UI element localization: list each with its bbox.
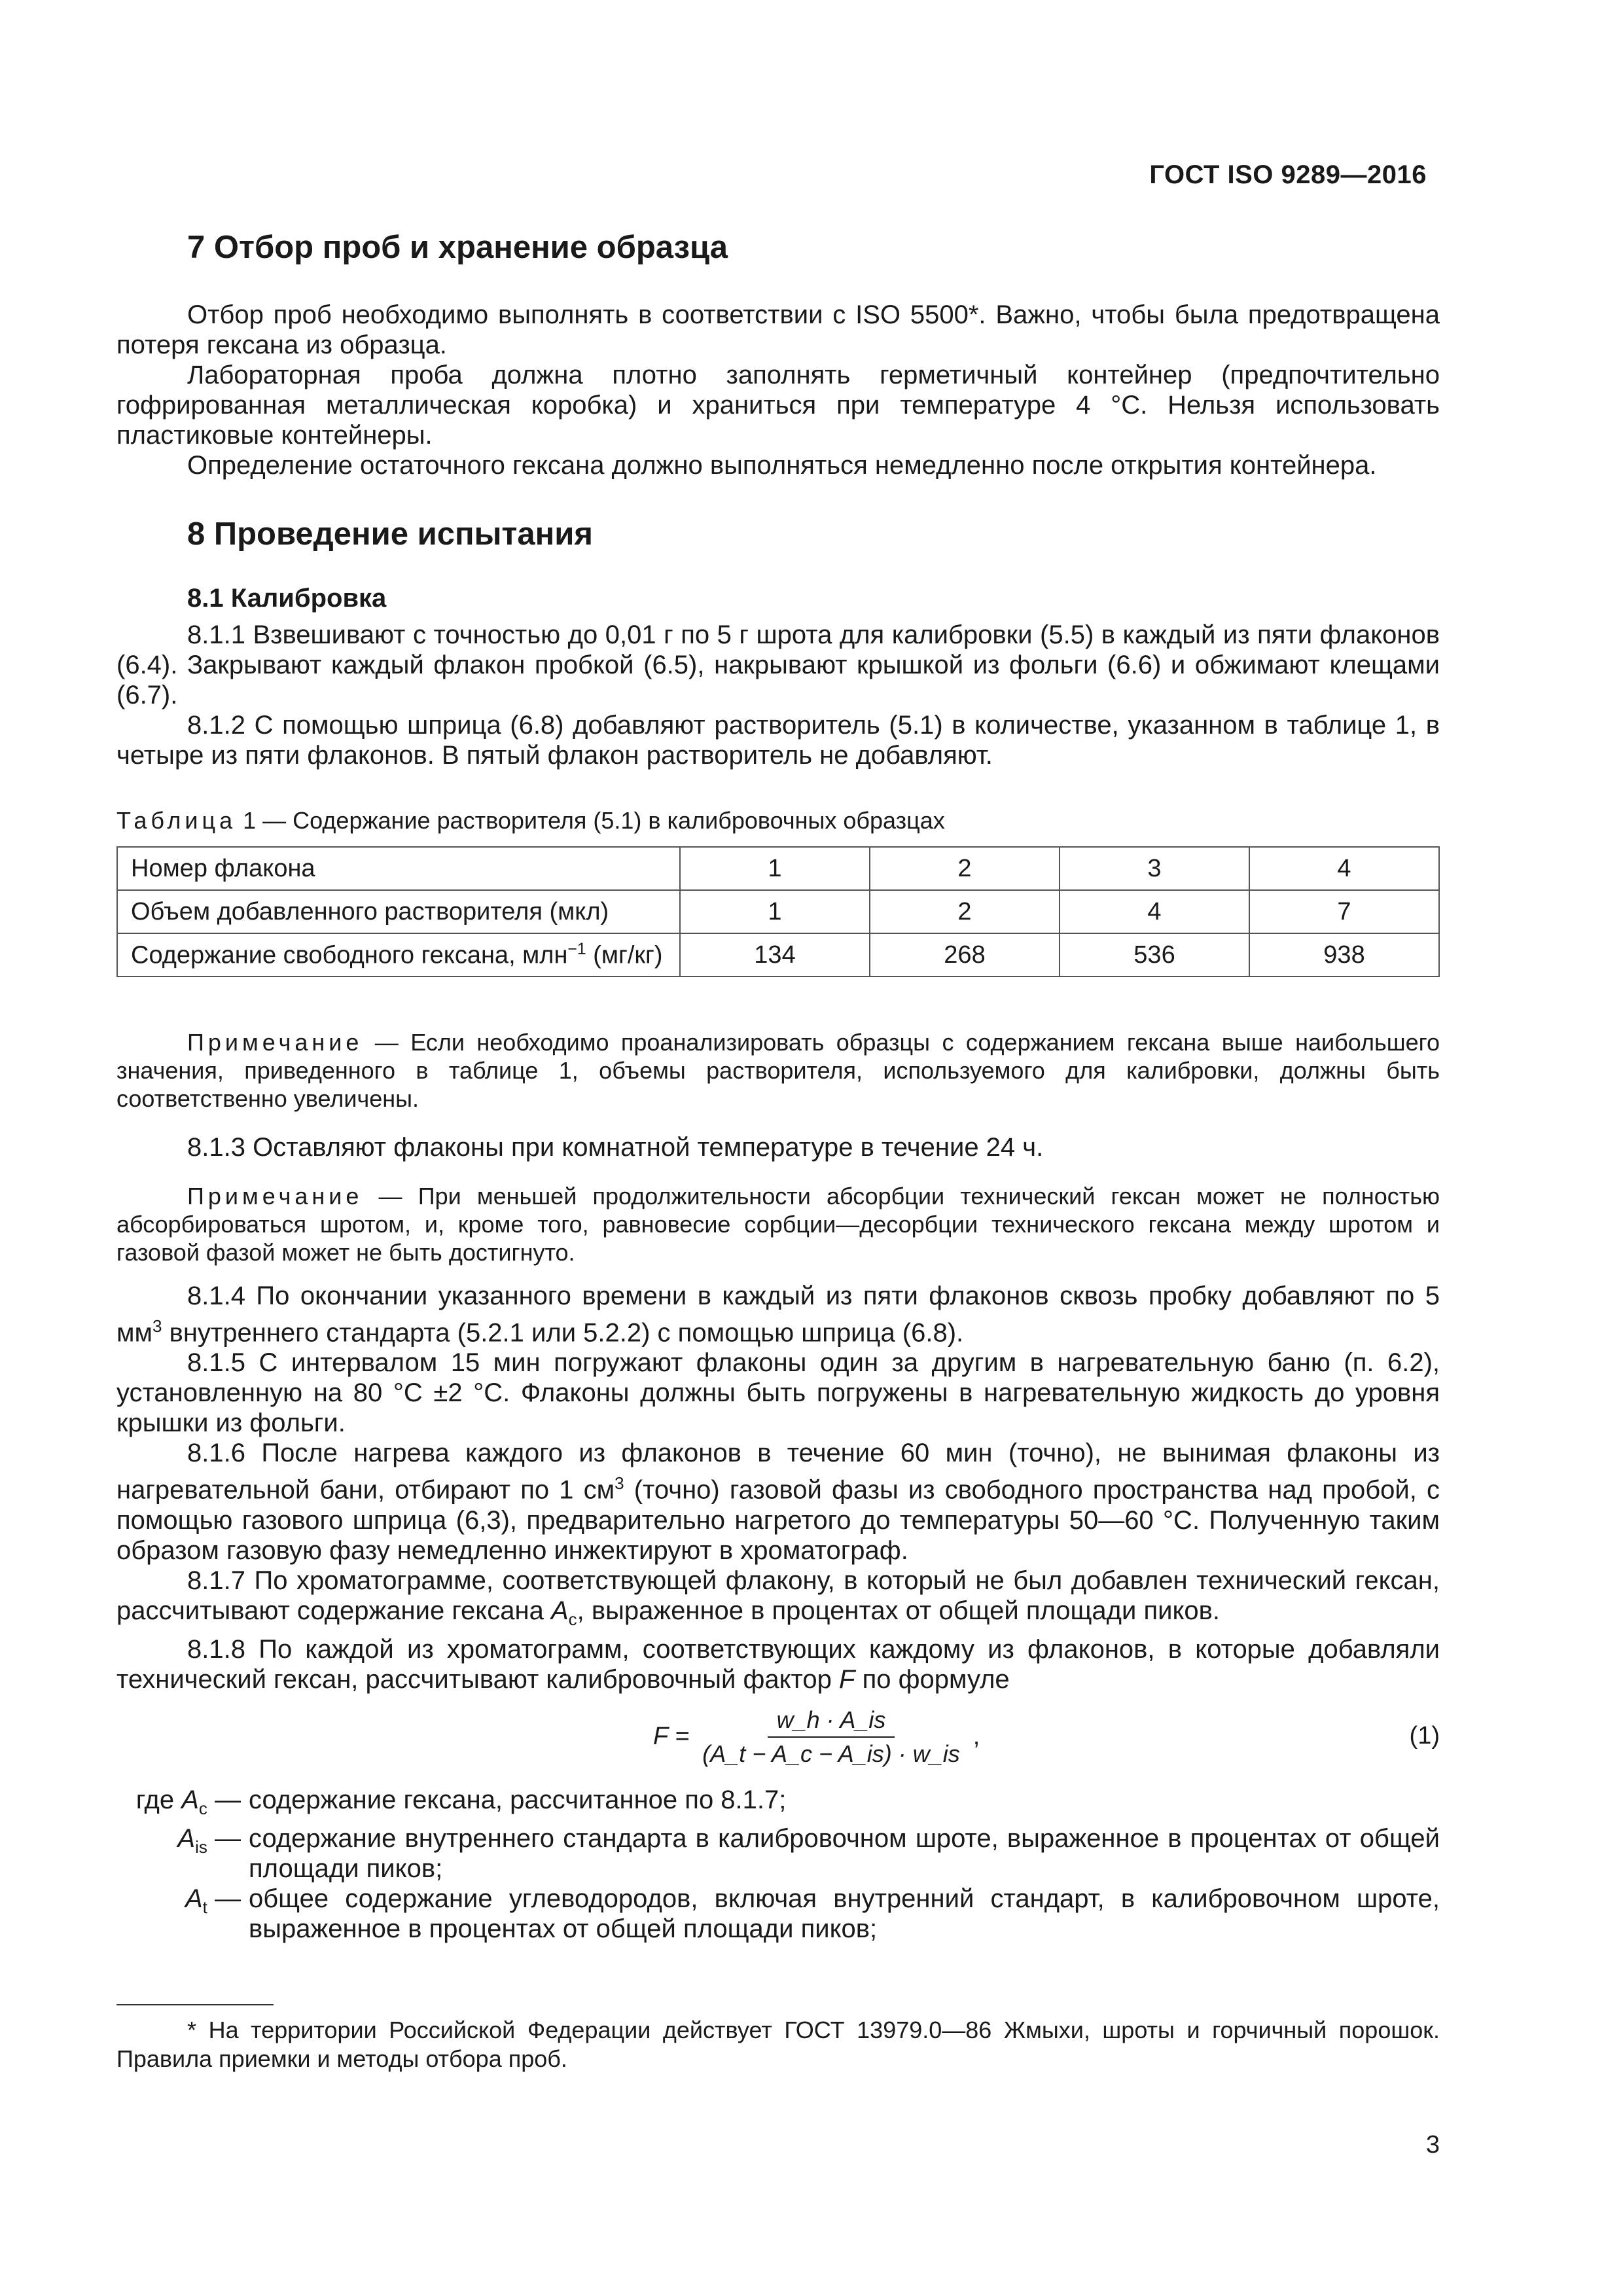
definition-text: содержание внутреннего стандарта в калибровочном шроте, выраженное в процентах от общей площади пиков;	[249, 1823, 1440, 1883]
paragraph-8-1-7	[116, 1566, 1440, 1634]
note-1	[116, 1028, 1440, 1113]
paragraph-8-1-6	[116, 1438, 1440, 1565]
definition-text: общее содержание углеводородов, включая внутренний стандарт, в калибровочном шроте, выраженное в процентах от общей площади пиков;	[249, 1884, 1440, 1943]
row-label-unit: (мг/кг)	[586, 941, 663, 969]
definition-prefix: где	[135, 1785, 182, 1814]
definition-item	[116, 1785, 1440, 1823]
para-text: по формуле	[855, 1664, 1010, 1694]
table-cell: 4	[1060, 890, 1249, 933]
symbol: A	[550, 1596, 569, 1625]
paragraph-8-1-1: 8.1.1 Взвешивают с точностью до 0,01 г по 5 г шрота для калибровки (5.5) в каждый из пяти флаконов (6.4). Закрывают каждый флакон пробкой (6.5), накрывают крышкой из фольги (6.6) и обжимают клещами (6.7).	[116, 620, 1440, 709]
table-cell: 3	[1060, 847, 1249, 890]
definition-symbol: где $A_c$ —	[135, 1785, 241, 1818]
formula-denominator: (A_t − A_c − A_is) · w_is	[702, 1740, 960, 1767]
table-1-caption	[116, 807, 1440, 834]
table-1	[116, 846, 1440, 977]
table-caption-text: 1 — Содержание растворителя (5.1) в калибровочных образцах	[236, 807, 945, 834]
section-8-title: 8 Проведение испытания	[187, 516, 593, 552]
table-row	[117, 933, 1439, 977]
table-cell: 1	[680, 890, 870, 933]
equation-number: (1)	[1409, 1721, 1440, 1749]
table-row-label	[117, 933, 680, 977]
para-text: внутреннего стандарта (5.2.1 или 5.2.2) с помощью шприца (6.8).	[162, 1318, 964, 1348]
paragraph-8-1-8	[116, 1634, 1440, 1695]
definition-text: содержание гексана, рассчитанное по 8.1.7;	[249, 1785, 787, 1814]
para-text: , выраженное в процентах от общей площади пиков.	[577, 1596, 1221, 1625]
paragraph-8-1-3: 8.1.3 Оставляют флаконы при комнатной температуре в течение 24 ч.	[187, 1133, 1044, 1162]
formula-fraction	[693, 1706, 969, 1768]
note-1-text: — Если необходимо проанализировать образцы с содержанием гексана выше наибольшего значения, приведенного в таблице 1, объемы растворителя, используемого для калибровки, должны быть соответственно увеличены.	[116, 1029, 1440, 1112]
footnote-divider	[116, 2004, 274, 2005]
table-row	[117, 847, 1439, 890]
table-row-label: Объем добавленного растворителя (мкл)	[117, 890, 680, 933]
definition-symbol: $A_t$ —	[185, 1884, 241, 1917]
paragraph-8-1-5: 8.1.5 С интервалом 15 мин погружают флаконы один за другим в нагревательную баню (п. 6.2), установленную на 80 °С ±2 °С. Флаконы должны быть погружены в нагревательную жидкость до уровня крышки из фольги.	[116, 1348, 1440, 1438]
table-cell: 134	[680, 933, 870, 977]
superscript: 3	[152, 1316, 162, 1336]
para-text: (точно) газовой фазы из свободного пространства над пробой, с помощью газового шприца (6,3), предварительно нагретого до температуры 50—60 °С. Полученную таким образом газовую фазу немедленно инжектируют в хроматограф.	[116, 1475, 1440, 1565]
note-label: Примечание	[187, 1183, 363, 1210]
definition-item	[116, 1884, 1440, 1944]
paragraph-8-1-4	[116, 1281, 1440, 1348]
para-text: 8.1.4 По окончании указанного времени в каждый из пяти флаконов сквозь пробку добавляют по 5 мм	[116, 1282, 1440, 1348]
formula-1	[116, 1706, 1440, 1778]
symbol: A	[185, 1884, 203, 1913]
section-7-paragraph-2: Лабораторная проба должна плотно заполнять герметичный контейнер (предпочтительно гофрированная металлическая коробка) и храниться при температуре 4 °С. Нельзя использовать пластиковые контейнеры.	[116, 361, 1440, 450]
table-cell: 2	[870, 890, 1060, 933]
symbol: F	[839, 1664, 855, 1694]
note-2	[116, 1182, 1440, 1266]
table-cell: 7	[1249, 890, 1439, 933]
document-header: ГОСТ ISO 9289—2016	[1149, 160, 1427, 189]
table-row	[117, 890, 1439, 933]
para-text: 8.1.8 По каждой из хроматограмм, соответствующих каждому из флаконов, в которые добавляли технический гексан, рассчитывают калибровочный фактор	[116, 1634, 1440, 1694]
section-7-paragraph-3: Определение остаточного гексана должно выполняться немедленно после открытия контейнера.	[187, 451, 1377, 480]
definitions-list	[116, 1785, 1440, 1944]
symbol: A	[181, 1785, 199, 1814]
superscript: 3	[615, 1473, 624, 1494]
formula-expression: F = $\frac{w\_h \cdot A\_is}{(A\_t - A\_c - A\_is) \cdot w\_is}$ ,	[653, 1706, 980, 1767]
subsection-8-1-title: 8.1 Калибровка	[187, 584, 387, 613]
table-cell: 536	[1060, 933, 1249, 977]
table-caption-prefix: Таблица	[116, 807, 237, 834]
subscript: is	[195, 1837, 207, 1857]
para-text: 8.1.7 По хроматограмме, соответствующей флакону, в который не был добавлен технический гексан, рассчитывают содержание гексана	[116, 1566, 1440, 1625]
row-label-text: Содержание свободного гексана, млн	[131, 941, 568, 969]
section-7-paragraph-1: Отбор проб необходимо выполнять в соответствии с ISO 5500*. Важно, чтобы была предотвращена потеря гексана из образца.	[116, 300, 1440, 359]
subscript: c	[568, 1609, 577, 1629]
table-cell: 1	[680, 847, 870, 890]
table-cell: 938	[1249, 933, 1439, 977]
symbol: A	[177, 1823, 196, 1853]
page-number: 3	[1425, 2131, 1440, 2159]
section-7-title: 7 Отбор проб и хранение образца	[187, 230, 728, 265]
table-cell: 2	[870, 847, 1060, 890]
formula-lhs: F =	[653, 1723, 690, 1751]
table-cell: 4	[1249, 847, 1439, 890]
table-cell: 268	[870, 933, 1060, 977]
note-label: Примечание	[187, 1029, 363, 1056]
subscript: t	[202, 1897, 207, 1917]
subscript: c	[198, 1798, 207, 1818]
footnote: * На территории Российской Федерации действует ГОСТ 13979.0—86 Жмыхи, шроты и горчичный порошок. Правила приемки и методы отбора проб.	[116, 2017, 1440, 2072]
note-2-text: — При меньшей продолжительности абсорбции технический гексан может не полностью абсорбироваться шротом, и, кроме того, равновесие сорбции—десорбции технического гексана между шротом и газовой фазой может не быть достигнуто.	[116, 1183, 1440, 1266]
formula-numerator: w_h · A_is	[768, 1706, 895, 1738]
page-content	[116, 229, 1440, 1944]
definition-symbol: $A_{is}$ —	[177, 1823, 241, 1857]
definition-item	[116, 1823, 1440, 1884]
row-label-superscript: −1	[567, 940, 586, 958]
para-text: 8.1.6 После нагрева каждого из флаконов в течение 60 мин (точно), не вынимая флаконы из нагревательной бани, отбирают по 1 см	[116, 1439, 1440, 1505]
paragraph-8-1-2: 8.1.2 С помощью шприца (6.8) добавляют растворитель (5.1) в количестве, указанном в таблице 1, в четыре из пяти флаконов. В пятый флакон растворитель не добавляют.	[116, 711, 1440, 770]
table-row-label: Номер флакона	[117, 847, 680, 890]
